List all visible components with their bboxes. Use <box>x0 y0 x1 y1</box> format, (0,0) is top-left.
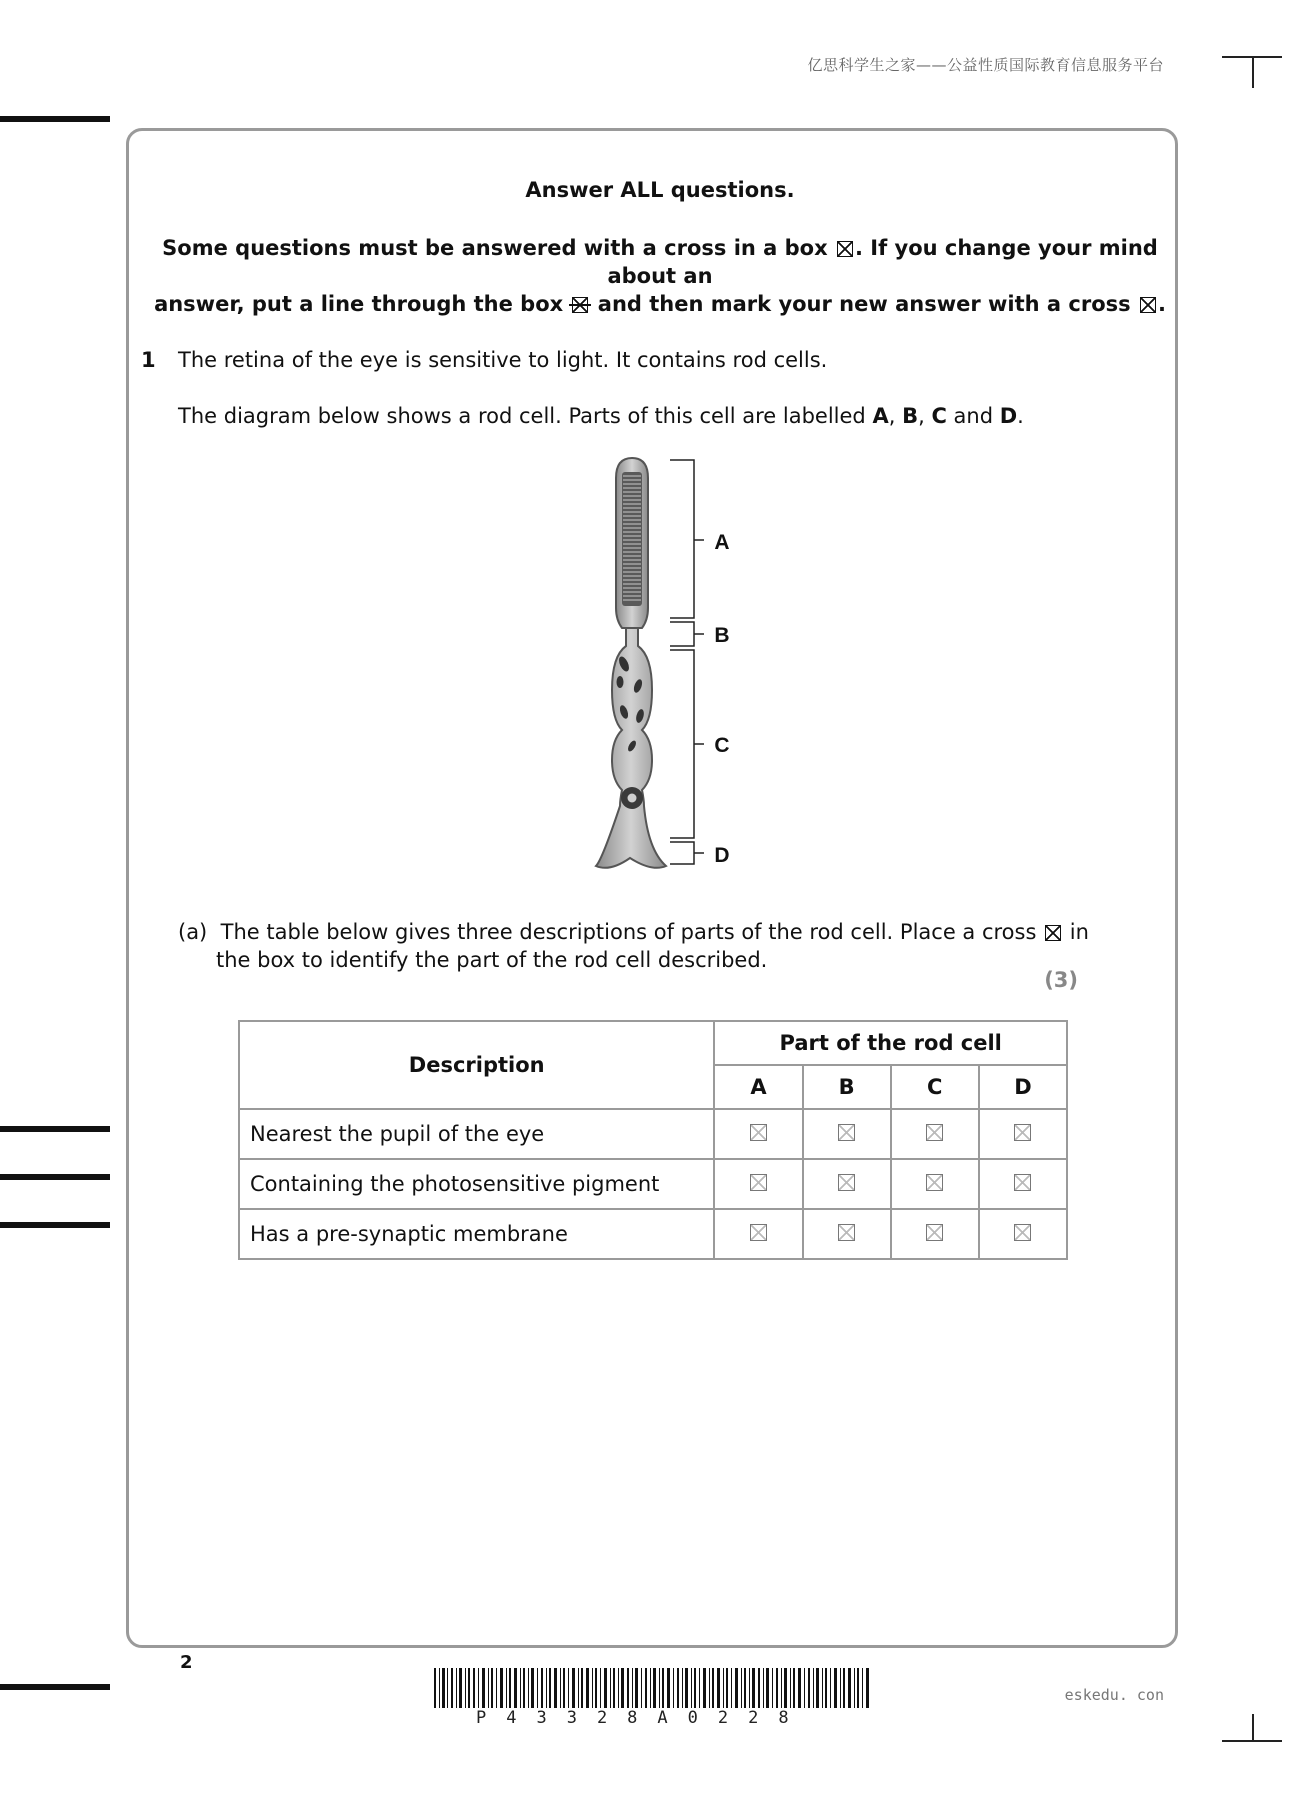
column-header-part-group: Part of the rod cell <box>714 1021 1067 1065</box>
answer-checkbox-b[interactable] <box>838 1224 855 1241</box>
diagram-label-d: D <box>714 844 730 867</box>
answer-checkbox-c[interactable] <box>926 1224 943 1241</box>
question-text: The retina of the eye is sensitive to light. It contains rod cells. <box>178 348 828 372</box>
part-a-text: The table below gives three descriptions of parts of the rod cell. Place a cross <box>220 920 1037 944</box>
barcode-text: P43328A0228 <box>476 1708 809 1728</box>
answer-table <box>238 1020 1068 1260</box>
part-label: (a) <box>178 920 208 944</box>
separator: and <box>946 404 1000 428</box>
table-row <box>239 1209 1067 1259</box>
margin-bar <box>0 1222 110 1228</box>
bracket-b <box>670 622 704 646</box>
cross-box-icon <box>837 241 853 257</box>
answer-checkbox-c[interactable] <box>926 1174 943 1191</box>
instructions-text: . If you change your mind about an <box>607 236 1158 288</box>
footer-site-text: eskedu. con <box>1064 1686 1164 1704</box>
label-b: B <box>902 404 919 428</box>
table-row <box>239 1109 1067 1159</box>
answer-checkbox-a[interactable] <box>750 1224 767 1241</box>
separator: , <box>888 404 903 428</box>
nucleolus <box>628 794 637 803</box>
cross-box-icon <box>1045 925 1061 941</box>
organelle <box>617 676 624 688</box>
table-row <box>239 1159 1067 1209</box>
row-description: Containing the photosensitive pigment <box>239 1159 714 1209</box>
margin-bar <box>0 1126 110 1132</box>
diagram-label-a: A <box>714 531 730 554</box>
answer-checkbox-c[interactable] <box>926 1124 943 1141</box>
struck-cross-box-icon <box>572 297 588 313</box>
margin-bar <box>0 1174 110 1180</box>
label-d: D <box>999 404 1018 428</box>
answer-checkbox-a[interactable] <box>750 1124 767 1141</box>
row-description: Nearest the pupil of the eye <box>239 1109 714 1159</box>
column-header-c: C <box>891 1065 979 1109</box>
part-a-line2: the box to identify the part of the rod cell described. <box>216 948 768 972</box>
crop-mark-top-v <box>1252 56 1254 88</box>
cross-box-icon <box>1140 297 1156 313</box>
column-header-description: Description <box>239 1021 714 1109</box>
column-header-d: D <box>979 1065 1067 1109</box>
part-a-text: in <box>1069 920 1089 944</box>
question-number: 1 <box>141 348 156 372</box>
rod-cell-diagram <box>590 450 790 880</box>
page-number: 2 <box>180 1652 193 1673</box>
separator: . <box>1017 404 1024 428</box>
instructions-text: answer, put a line through the box <box>154 292 564 316</box>
instructions <box>140 234 1180 318</box>
column-header-a: A <box>714 1065 802 1109</box>
part-a-line1 <box>178 920 1089 944</box>
margin-bar <box>0 116 110 122</box>
header-site-text: 亿思科学生之家——公益性质国际教育信息服务平台 <box>807 56 1164 74</box>
answer-checkbox-b[interactable] <box>838 1174 855 1191</box>
column-header-b: B <box>803 1065 891 1109</box>
bracket-d <box>670 842 704 864</box>
row-description: Has a pre-synaptic membrane <box>239 1209 714 1259</box>
crop-mark-bottom-v <box>1252 1714 1254 1742</box>
barcode <box>434 1668 870 1708</box>
question-text: The diagram below shows a rod cell. Parts of this cell are labelled <box>178 404 873 428</box>
question-diagram-intro <box>178 404 1024 428</box>
separator: , <box>918 404 932 428</box>
diagram-label-c: C <box>714 734 730 757</box>
label-a: A <box>872 404 889 428</box>
diagram-label-b: B <box>714 624 730 647</box>
bracket-c <box>670 650 704 838</box>
instructions-text: . <box>1157 292 1166 316</box>
answer-checkbox-d[interactable] <box>1014 1224 1031 1241</box>
bracket-a <box>670 460 704 618</box>
answer-checkbox-d[interactable] <box>1014 1174 1031 1191</box>
label-c: C <box>931 404 947 428</box>
margin-bar <box>0 1684 110 1690</box>
marks-available: (3) <box>1044 968 1078 992</box>
answer-checkbox-d[interactable] <box>1014 1124 1031 1141</box>
answer-checkbox-b[interactable] <box>838 1124 855 1141</box>
instructions-text: Some questions must be answered with a cross in a box <box>162 236 828 260</box>
answer-checkbox-a[interactable] <box>750 1174 767 1191</box>
instructions-text: and then mark your new answer with a cross <box>597 292 1131 316</box>
page-title: Answer ALL questions. <box>525 178 795 202</box>
